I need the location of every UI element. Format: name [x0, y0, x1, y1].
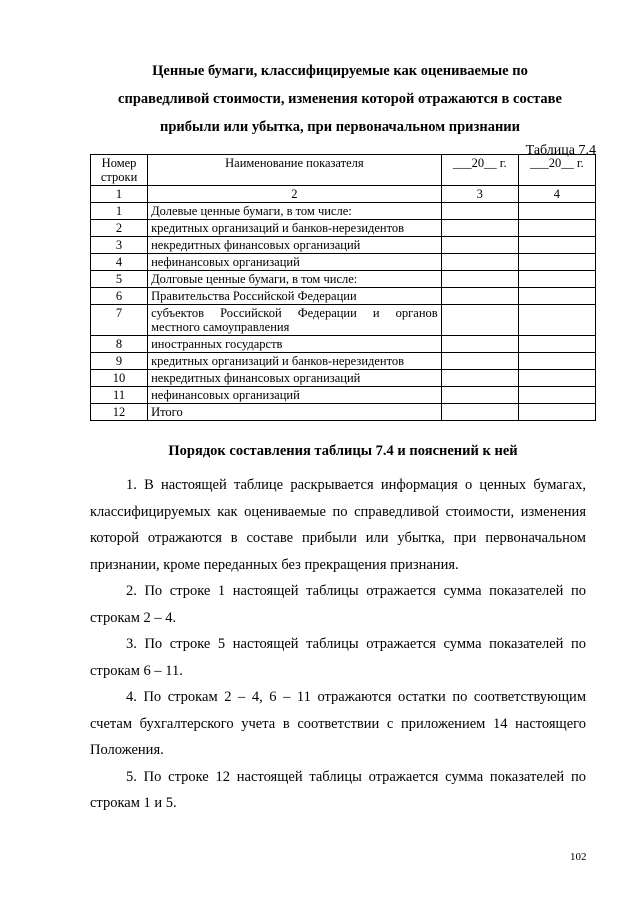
header-indicator-name: Наименование показателя — [148, 155, 442, 186]
title-line-2: справедливой стоимости, изменения которой отражаются в составе — [118, 91, 562, 107]
column-number: 1 — [91, 186, 148, 203]
table-row — [91, 353, 596, 370]
row-number: 6 — [91, 288, 148, 305]
cell-year-1 — [441, 370, 518, 387]
title-line-3: прибыли или убытка, при первоначальном признании — [159, 119, 521, 135]
cell-year-1 — [441, 404, 518, 421]
table-row — [91, 387, 596, 404]
table-row — [91, 203, 596, 220]
data-table — [90, 154, 596, 421]
cell-year-1 — [441, 237, 518, 254]
cell-year-2 — [518, 203, 595, 220]
table-row — [91, 336, 596, 353]
column-number: 3 — [441, 186, 518, 203]
column-number-row — [91, 186, 596, 203]
row-name: Итого — [148, 404, 442, 421]
row-number: 5 — [91, 271, 148, 288]
row-name: Правительства Российской Федерации — [148, 288, 442, 305]
paragraph: 2. По строке 1 настоящей таблицы отражается сумма показателей по строкам 2 – 4. — [90, 583, 586, 626]
cell-year-2 — [518, 305, 595, 336]
row-number: 4 — [91, 254, 148, 271]
cell-year-1 — [441, 203, 518, 220]
cell-year-1 — [441, 387, 518, 404]
cell-year-1 — [441, 336, 518, 353]
row-name: некредитных финансовых организаций — [148, 370, 442, 387]
cell-year-2 — [518, 353, 595, 370]
row-name: кредитных организаций и банков-нерезидентов — [148, 220, 442, 237]
row-name: нефинансовых организаций — [148, 254, 442, 271]
cell-year-2 — [518, 220, 595, 237]
row-name: субъектов Российской Федерации и органов местного самоуправления — [148, 305, 442, 336]
row-number: 1 — [91, 203, 148, 220]
row-name: некредитных финансовых организаций — [148, 237, 442, 254]
row-number: 10 — [91, 370, 148, 387]
cell-year-1 — [441, 353, 518, 370]
row-number: 9 — [91, 353, 148, 370]
paragraph: 5. По строке 12 настоящей таблицы отражается сумма показателей по строкам 1 и 5. — [90, 768, 586, 811]
row-name: кредитных организаций и банков-нерезидентов — [148, 353, 442, 370]
column-number: 4 — [518, 186, 595, 203]
cell-year-1 — [441, 271, 518, 288]
paragraph: 4. По строкам 2 – 4, 6 – 11 отражаются остатки по соответствующим счетам бухгалтерского учета в соответствии с приложением 14 настоящего Положения. — [90, 689, 586, 758]
body-text — [90, 472, 586, 817]
paragraph: 1. В настоящей таблице раскрывается информация о ценных бумагах, классифицируемых как оцениваемые по справедливой стоимости, изменения которой отражаются в составе прибыли или убытка, при первоначальном признании, кроме переданных без прекращения признания. — [90, 477, 586, 573]
row-name: нефинансовых организаций — [148, 387, 442, 404]
cell-year-1 — [441, 220, 518, 237]
cell-year-2 — [518, 288, 595, 305]
table-header-row — [91, 155, 596, 186]
table-row — [91, 370, 596, 387]
row-number: 3 — [91, 237, 148, 254]
cell-year-2 — [518, 370, 595, 387]
header-row-number: Номер строки — [91, 155, 148, 186]
row-name: Долевые ценные бумаги, в том числе: — [148, 203, 442, 220]
cell-year-1 — [441, 254, 518, 271]
row-number: 11 — [91, 387, 148, 404]
cell-year-1 — [441, 305, 518, 336]
table-row — [91, 237, 596, 254]
row-name: Долговые ценные бумаги, в том числе: — [148, 271, 442, 288]
table-row — [91, 271, 596, 288]
cell-year-1 — [441, 288, 518, 305]
cell-year-2 — [518, 387, 595, 404]
cell-year-2 — [518, 404, 595, 421]
header-year-1: ___20__ г. — [441, 155, 518, 186]
table-row — [91, 288, 596, 305]
row-name: иностранных государств — [148, 336, 442, 353]
section-heading: Порядок составления таблицы 7.4 и пояснений к ней — [168, 443, 518, 459]
table-row — [91, 254, 596, 271]
page-number: 102 — [570, 851, 587, 863]
header-year-2: ___20__ г. — [518, 155, 595, 186]
row-number: 7 — [91, 305, 148, 336]
title-line-1: Ценные бумаги, классифицируемые как оцениваемые по — [152, 63, 528, 79]
cell-year-2 — [518, 336, 595, 353]
row-number: 8 — [91, 336, 148, 353]
cell-year-2 — [518, 254, 595, 271]
page-title — [80, 57, 600, 141]
cell-year-2 — [518, 237, 595, 254]
table-row — [91, 305, 596, 336]
row-number: 12 — [91, 404, 148, 421]
paragraph: 3. По строке 5 настоящей таблицы отражается сумма показателей по строкам 6 – 11. — [90, 636, 586, 679]
row-number: 2 — [91, 220, 148, 237]
column-number: 2 — [148, 186, 442, 203]
table-caption: Таблица 7.4 — [525, 143, 596, 158]
table-row — [91, 404, 596, 421]
table-row — [91, 220, 596, 237]
cell-year-2 — [518, 271, 595, 288]
